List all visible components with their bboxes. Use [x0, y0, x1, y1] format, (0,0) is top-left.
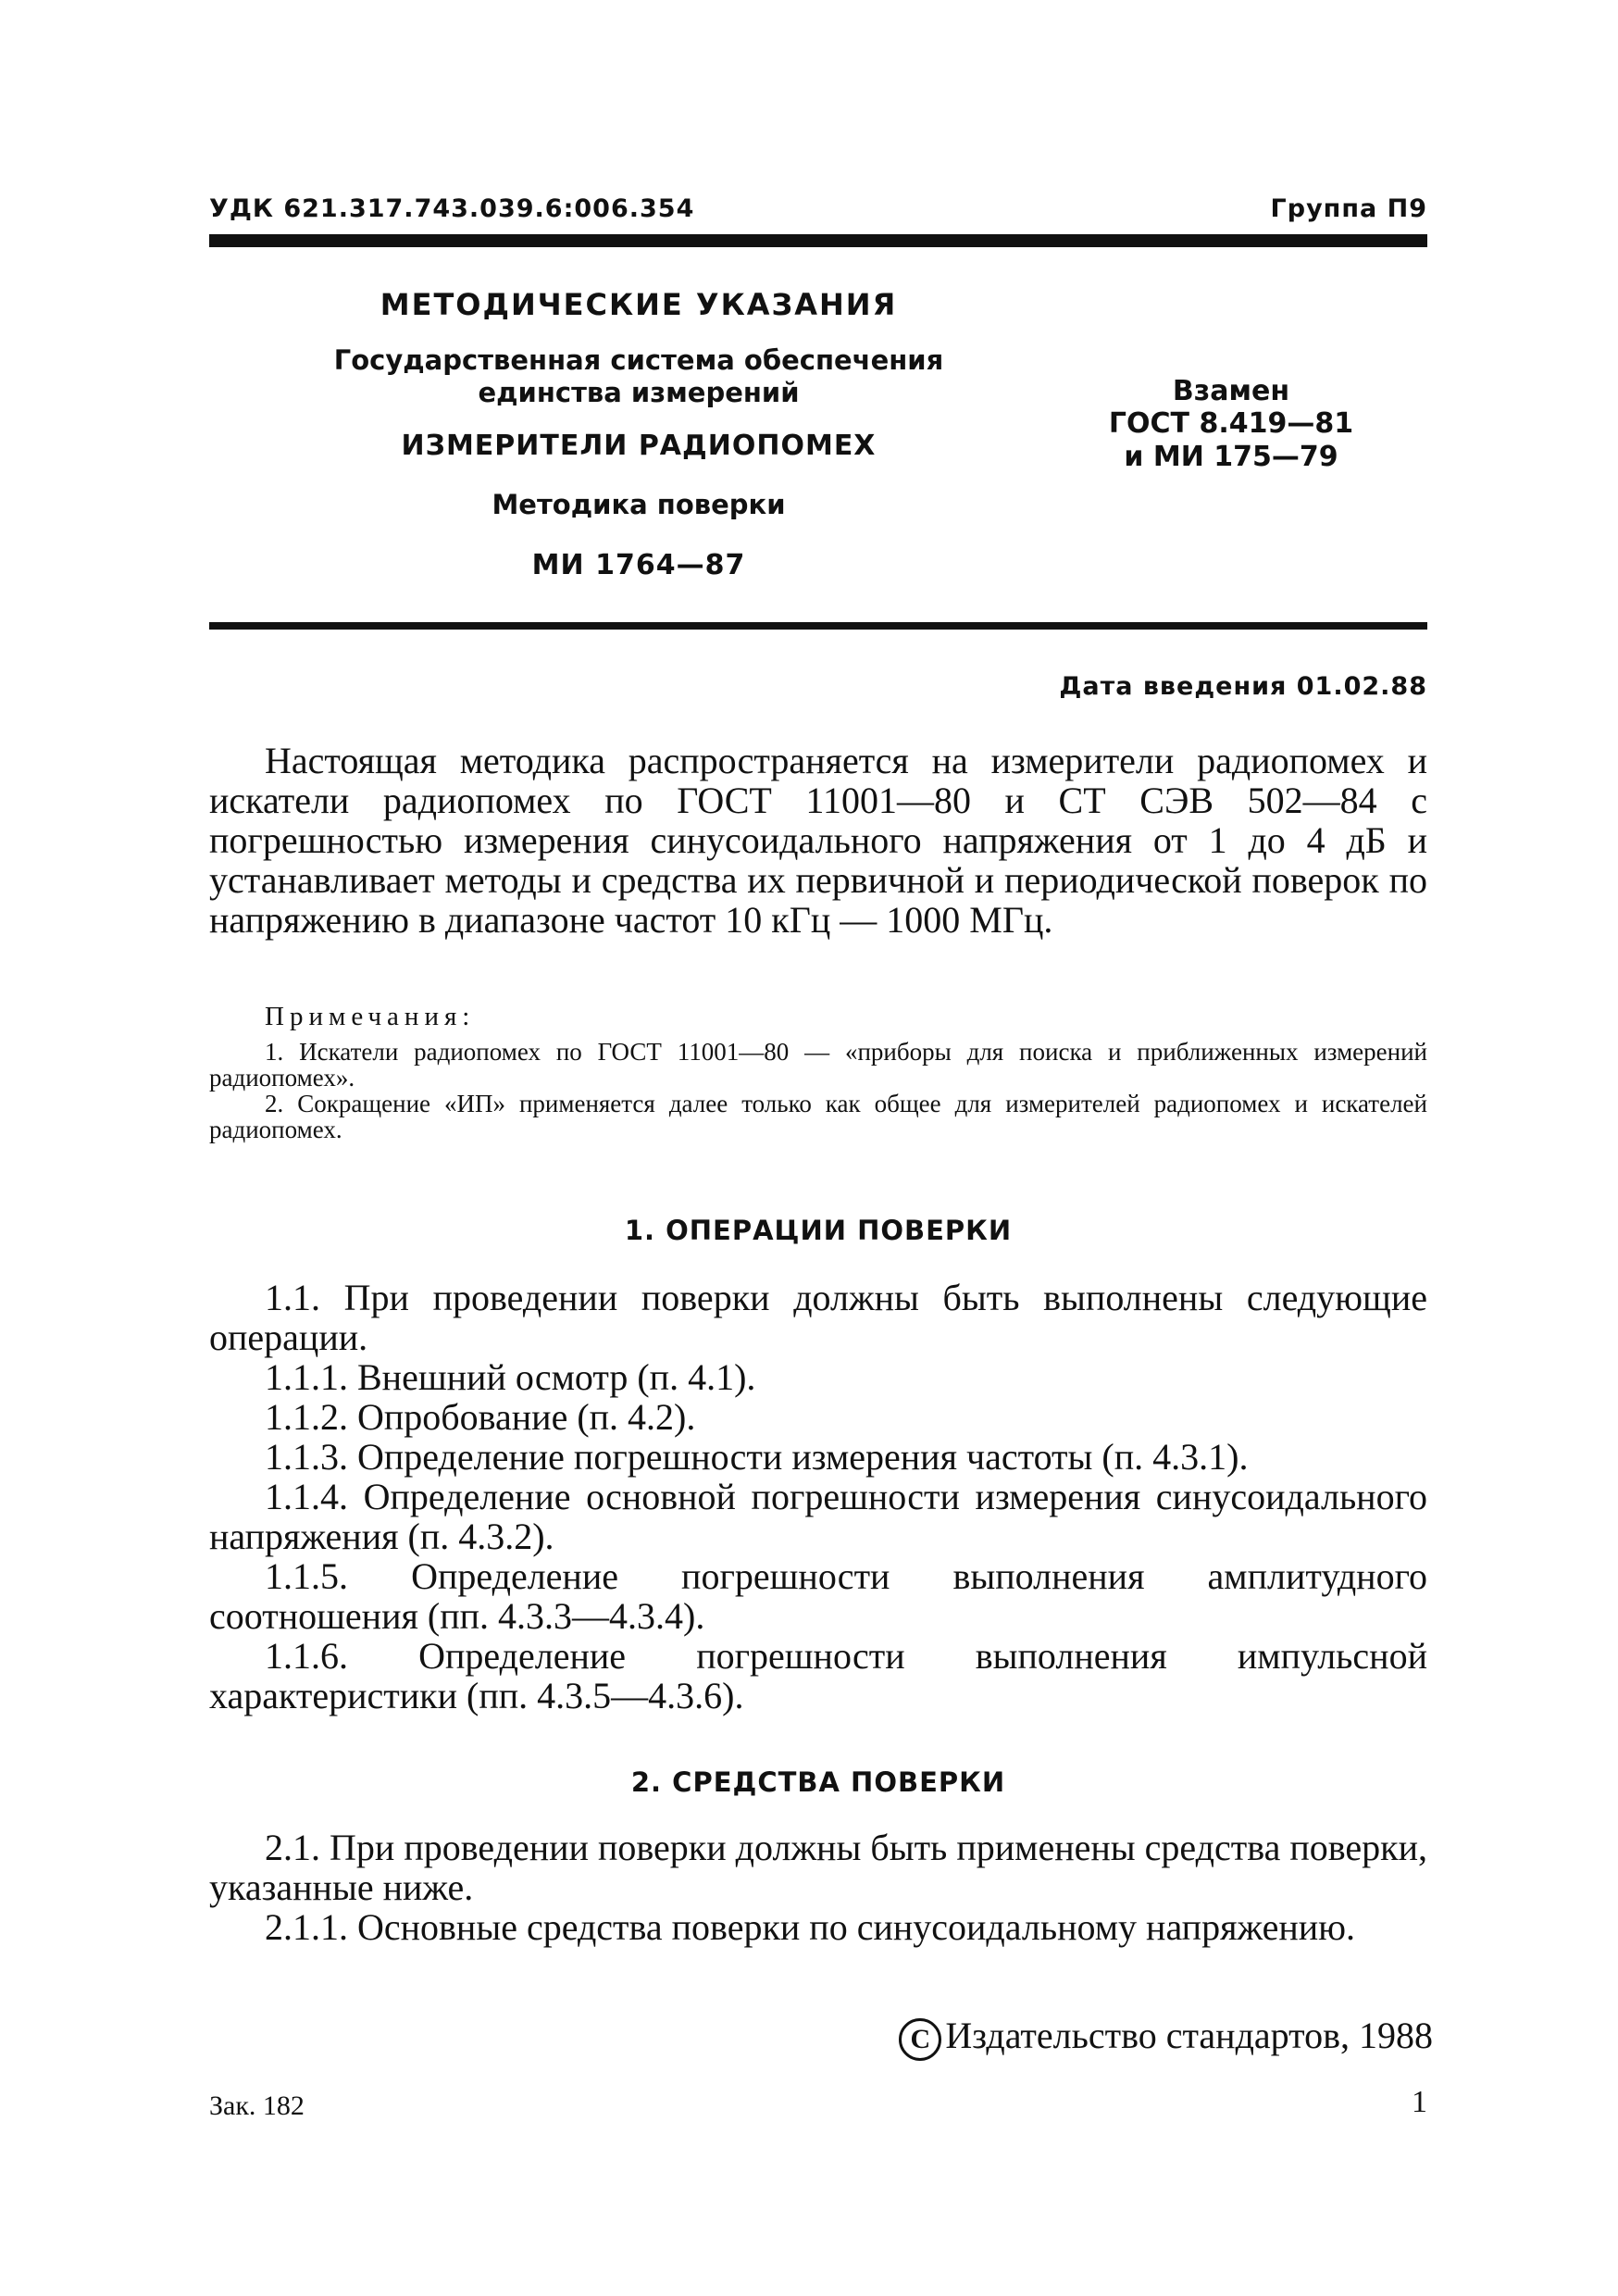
- section-paragraph: 1.1.4. Определение основной погрешности измерения синусоидального напряжения (п. 4.3.2).: [209, 1476, 1427, 1557]
- document-method: Методика поверки: [492, 488, 786, 520]
- section-paragraph: 2.1.1. Основные средства поверки по синусоидальному напряжению.: [265, 1906, 1356, 1948]
- replaces-label: Взамен: [1172, 375, 1290, 407]
- group-code: Группа П9: [1270, 194, 1427, 223]
- document-subject: ИЗМЕРИТЕЛИ РАДИОПОМЕХ: [401, 429, 877, 462]
- notes-list: [209, 1039, 1427, 1142]
- section-2-body: [209, 1828, 1427, 1947]
- section-paragraph: 1.1.2. Опробование (п. 4.2).: [265, 1396, 696, 1438]
- notes-title: Примечания:: [265, 1002, 476, 1031]
- middle-rule: [209, 622, 1427, 630]
- copyright-text: Издательство стандартов, 1988: [945, 2015, 1433, 2056]
- udk-code: УДК 621.317.743.039.6:006.354: [209, 194, 695, 223]
- document-code: МИ 1764—87: [531, 548, 746, 581]
- copyright-line: [899, 2014, 1433, 2061]
- page-number: 1: [1412, 2085, 1427, 2119]
- section-2-heading: 2. СРЕДСТВА ПОВЕРКИ: [630, 1766, 1006, 1798]
- top-rule: [209, 234, 1427, 247]
- system-name-line1: Государственная система обеспечения: [333, 344, 944, 377]
- note-item: 2. Сокращение «ИП» применяется далее только как общее для измерителей радиопомех и искателей радиопомех.: [209, 1090, 1427, 1143]
- section-paragraph: 1.1.6. Определение погрешности выполнения импульсной характеристики (пп. 4.3.5—4.3.6).: [209, 1635, 1427, 1716]
- section-1-body: [209, 1278, 1427, 1716]
- intro-paragraph: [209, 741, 1427, 940]
- system-name: [315, 344, 963, 409]
- section-paragraph: 1.1.3. Определение погрешности измерения частоты (п. 4.3.1).: [265, 1436, 1249, 1478]
- document-type-heading: МЕТОДИЧЕСКИЕ УКАЗАНИЯ: [380, 287, 898, 322]
- copyright-icon: C: [899, 2018, 941, 2061]
- section-1-heading: 1. ОПЕРАЦИИ ПОВЕРКИ: [624, 1215, 1013, 1246]
- system-name-line2: единства измерений: [478, 377, 800, 409]
- title-block: [315, 287, 963, 582]
- note-item: 1. Искатели радиопомех по ГОСТ 11001—80 — «приборы для поиска и приближенных измерений радиопомех».: [209, 1038, 1427, 1092]
- intro-text: Настоящая методика распространяется на измерители радиопомех и искатели радиопомех по ГОСТ 11001—80 и СТ СЭВ 502—84 с погрешностью измерения синусоидального напряжения от 1 до 4 дБ и устанавливает методы и средства их первичной и периодической поверок по напряжению в диапазоне частот 10 кГц — 1000 МГц.: [209, 740, 1427, 941]
- replaces-line2: и МИ 175—79: [1124, 440, 1338, 473]
- section-paragraph: 1.1.1. Внешний осмотр (п. 4.1).: [265, 1356, 756, 1398]
- introduction-date: Дата введения 01.02.88: [1059, 672, 1427, 701]
- order-number: Зак. 182: [209, 2090, 305, 2121]
- replaces-block: [1074, 375, 1388, 473]
- section-paragraph: 1.1. При проведении поверки должны быть выполнены следующие операции.: [209, 1277, 1427, 1358]
- replaces-line1: ГОСТ 8.419—81: [1108, 407, 1354, 441]
- section-paragraph: 1.1.5. Определение погрешности выполнения амплитудного соотношения (пп. 4.3.3—4.3.4).: [209, 1555, 1427, 1637]
- section-paragraph: 2.1. При проведении поверки должны быть применены средства поверки, указанные ниже.: [209, 1827, 1427, 1908]
